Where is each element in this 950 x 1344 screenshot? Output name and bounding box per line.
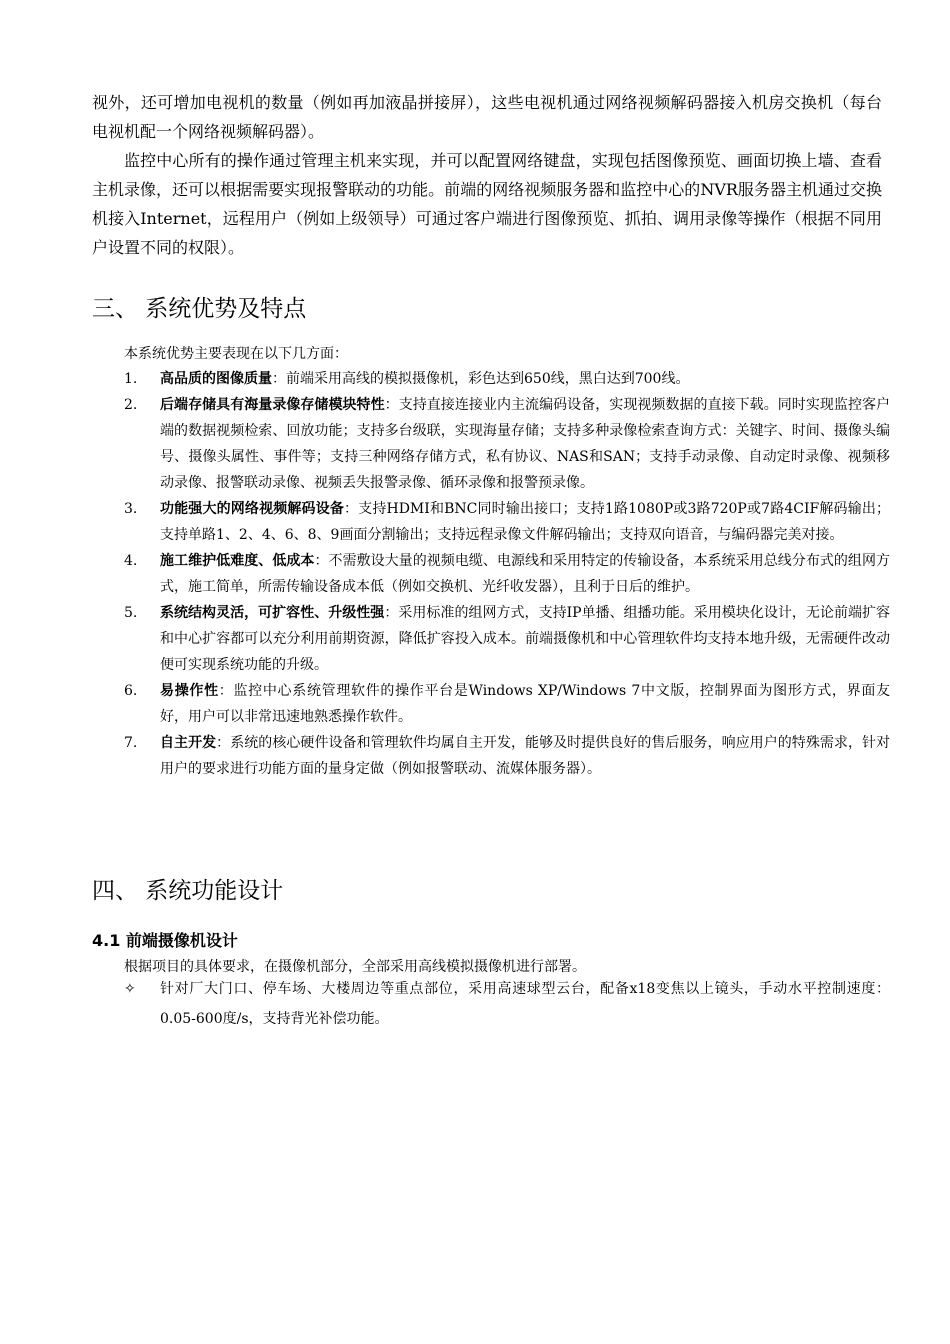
item-text: 支持直接连接业内主流编码设备，实现视频数据的直接下载。同时实现监控客户端的数据视频检索、回放功能；支持多台级联，实现海量存储；支持多种录像检索查询方式：关键字、时间、摄像头编号、摄像头属性、事件等；支持三种网络存储方式，私有协议、NAS和SAN；支持手动录像、自动定时录像、视频移动录像、报警联动录像、视频丢失报警录像、循环录像和报警预录像。 [160,397,891,491]
list-item [124,366,890,392]
list-number: 2. [124,397,138,413]
item-text: 监控中心系统管理软件的操作平台是Windows XP/Windows 7中文版，控制界面为图形方式，界面友好，用户可以非常迅速地熟悉操作软件。 [160,683,891,725]
bullet-text: 针对厂大门口、停车场、大楼周边等重点部位，采用高速球型云台，配备x18变焦以上镜头，手动水平控制速度：0.05-600度/s，支持背光补偿功能。 [160,981,890,1027]
list-item [124,496,890,548]
intro-text [92,88,882,262]
item-separator: ： [272,371,286,387]
subsection-4-1-heading: 4.1 前端摄像机设计 [92,931,238,950]
section-4-lead: 根据项目的具体要求，在摄像机部分，全部采用高线模拟摄像机进行部署。 [124,959,586,975]
item-separator: ： [384,605,399,621]
item-title: 系统结构灵活，可扩容性、升级性强 [160,605,385,621]
item-separator: ： [218,683,234,699]
list-item [124,678,890,730]
section-3-heading: 三、 系统优势及特点 [92,296,307,322]
item-text: 采用标准的组网方式，支持IP单播、组播功能。采用模块化设计，无论前端扩容和中心扩容都可以充分利用前期资源，降低扩容投入成本。前端摄像机和中心管理软件均支持本地升级，无需硬件改动便可实现系统功能的升级。 [160,605,891,673]
section-4-heading: 四、 系统功能设计 [92,878,284,904]
list-number: 7. [124,735,138,751]
item-text: 不需敷设大量的视频电缆、电源线和采用特定的传输设备，本系统采用总线分布式的组网方式，施工简单，所需传输设备成本低（例如交换机、光纤收发器），且利于日后的维护。 [160,553,891,595]
list-item [124,548,890,600]
item-title: 施工维护低难度、低成本 [160,553,315,569]
list-number: 1. [124,371,138,387]
diamond-bullet-icon: ✧ [124,981,136,997]
intro-paragraph-1: 视外，还可增加电视机的数量（例如再加液晶拼接屏），这些电视机通过网络视频解码器接入机房交换机（每台电视机配一个网络视频解码器）。 [92,93,882,141]
item-separator: ： [314,553,329,569]
list-item [124,392,890,496]
section-3-lead: 本系统优势主要表现在以下几方面： [124,346,348,362]
list-number: 5. [124,605,138,621]
intro-paragraph-2: 监控中心所有的操作通过管理主机来实现，并可以配置网络键盘，实现包括图像预览、画面切换上墙、查看主机录像，还可以根据需要实现报警联动的功能。前端的网络视频服务器和监控中心的NVR服务器主机通过交换机接入Internet，远程用户（例如上级领导）可通过客户端进行图像预览、抓拍、调用录像等操作（根据不同用户设置不同的权限）。 [92,151,882,257]
item-title: 后端存储具有海量录像存储模块特性 [160,397,385,413]
item-separator: ： [216,735,231,751]
list-number: 6. [124,683,138,699]
list-number: 3. [124,501,138,517]
item-title: 功能强大的网络视频解码设备 [160,501,345,517]
list-number: 4. [124,553,138,569]
item-text: 系统的核心硬件设备和管理软件均属自主开发，能够及时提供良好的售后服务，响应用户的特殊需求，针对用户的要求进行功能方面的量身定做（例如报警联动、流媒体服务器）。 [160,735,891,777]
item-separator: ： [384,397,399,413]
item-title: 易操作性 [160,683,219,699]
advantages-list [124,366,890,782]
list-item [124,600,890,678]
item-separator: ： [344,501,359,517]
list-item [124,730,890,782]
item-title: 自主开发 [160,735,217,751]
bullet-item [124,974,890,1034]
item-title: 高品质的图像质量 [160,371,272,387]
item-text: 前端采用高线的模拟摄像机，彩色达到650线，黑白达到700线。 [286,371,690,387]
item-text: 支持HDMI和BNC同时输出接口；支持1路1080P或3路720P或7路4CIF解码输出；支持单路1、2、4、6、8、9画面分割输出；支持远程录像文件解码输出；支持双向语音，与编码器完美对接。 [160,501,891,543]
